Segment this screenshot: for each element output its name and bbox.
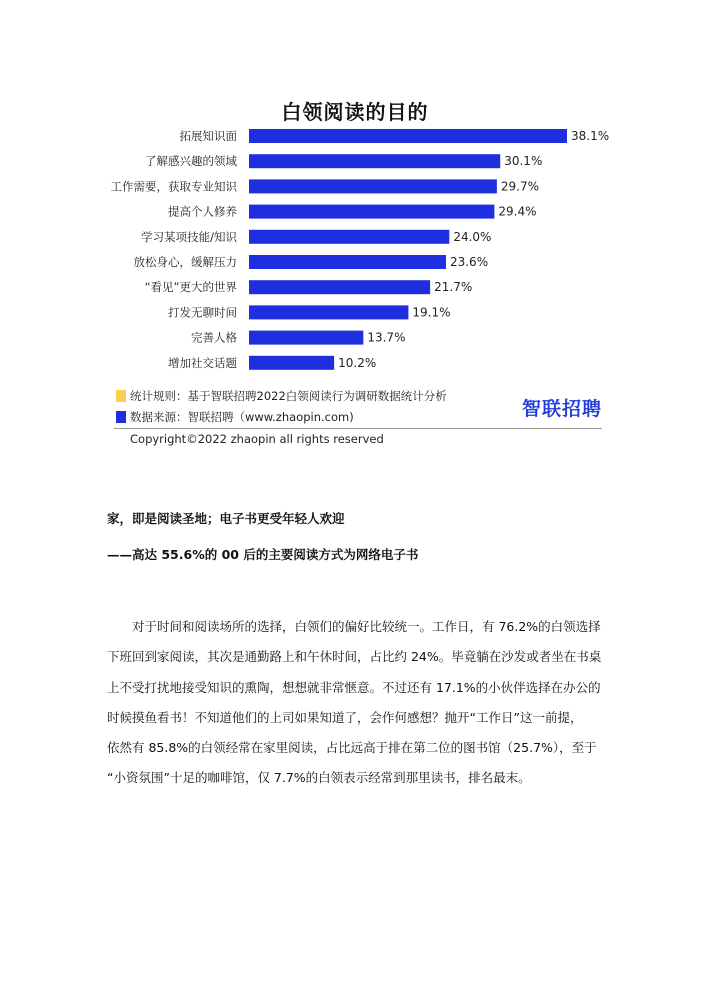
paragraph-line: 时候摸鱼看书！不知道他们的上司如果知道了，会作何感想？抛开“工作日”这一前提， — [107, 709, 583, 725]
chart-title: 白领阅读的目的 — [281, 100, 429, 124]
value-label: 24.0% — [453, 229, 492, 244]
paragraph-line: 上不受打扰地接受知识的熏陶，想想就非常惬意。不过还有 17.1%的小伙伴选择在办公的 — [107, 679, 601, 695]
paragraph-line: 对于时间和阅读场所的选择，白领们的偏好比较统一。工作日，有 76.2%的白领选择 — [132, 619, 601, 634]
legend-rule-swatch — [116, 390, 126, 402]
bar — [249, 179, 497, 193]
category-label: “看见”更大的世界 — [144, 280, 237, 295]
category-label: 拓展知识面 — [179, 129, 237, 143]
bar — [249, 331, 363, 345]
copyright: Copyright©2022 zhaopin all rights reserved — [130, 432, 384, 446]
body-paragraph — [107, 612, 607, 794]
section-subheading: ——高达 55.6%的 00 后的主要阅读方式为网络电子书 — [107, 547, 419, 562]
paragraph-line: 下班回到家阅读，其次是通勤路上和午休时间，占比约 24%。毕竟躺在沙发或者坐在书桌 — [107, 649, 602, 665]
category-label: 了解感兴趣的领域 — [145, 154, 237, 169]
bar — [249, 280, 430, 294]
bar — [249, 356, 334, 370]
value-label: 29.7% — [500, 179, 540, 194]
paragraph-line: 依然有 85.8%的白领经常在家里阅读，占比远高于排在第二位的图书馆（25.7%），至于 — [107, 740, 597, 756]
bar — [249, 255, 446, 269]
bars-group — [111, 129, 610, 370]
category-label: 提高个人修养 — [168, 204, 237, 219]
value-label: 23.6% — [449, 255, 489, 269]
bar — [249, 230, 449, 244]
bar-chart — [0, 0, 710, 390]
value-label: 13.7% — [367, 330, 406, 345]
bar — [249, 205, 494, 219]
category-label: 学习某项技能/知识 — [141, 229, 237, 244]
legend-rule — [116, 388, 447, 404]
divider — [114, 428, 602, 429]
value-label: 29.4% — [498, 204, 537, 219]
category-label: 打发无聊时间 — [168, 305, 237, 320]
zhaopin-logo: 智联招聘 — [522, 398, 603, 420]
category-label: 放松身心，缓解压力 — [133, 255, 237, 269]
legend-source — [116, 409, 354, 425]
bar — [249, 154, 500, 168]
value-label: 10.2% — [338, 355, 377, 370]
category-label: 完善人格 — [191, 330, 237, 345]
category-label: 增加社交话题 — [168, 355, 237, 370]
legend-rule-label: 统计规则：基于智联招聘2022白领阅读行为调研数据统计分析 — [130, 389, 447, 403]
value-label: 38.1% — [571, 129, 610, 143]
legend-source-label: 数据来源：智联招聘（www.zhaopin.com) — [130, 410, 354, 424]
category-label: 工作需要，获取专业知识 — [110, 179, 237, 194]
legend-source-swatch — [116, 411, 126, 423]
value-label: 30.1% — [504, 154, 543, 169]
section-heading: 家，即是阅读圣地；电子书更受年轻人欢迎 — [107, 511, 345, 526]
bar — [249, 129, 567, 143]
bar — [249, 305, 408, 319]
value-label: 19.1% — [412, 305, 451, 320]
paragraph-line: “小资氛围”十足的咖啡馆，仅 7.7%的白领表示经常到那里读书，排名最末。 — [107, 770, 531, 786]
value-label: 21.7% — [434, 280, 473, 295]
